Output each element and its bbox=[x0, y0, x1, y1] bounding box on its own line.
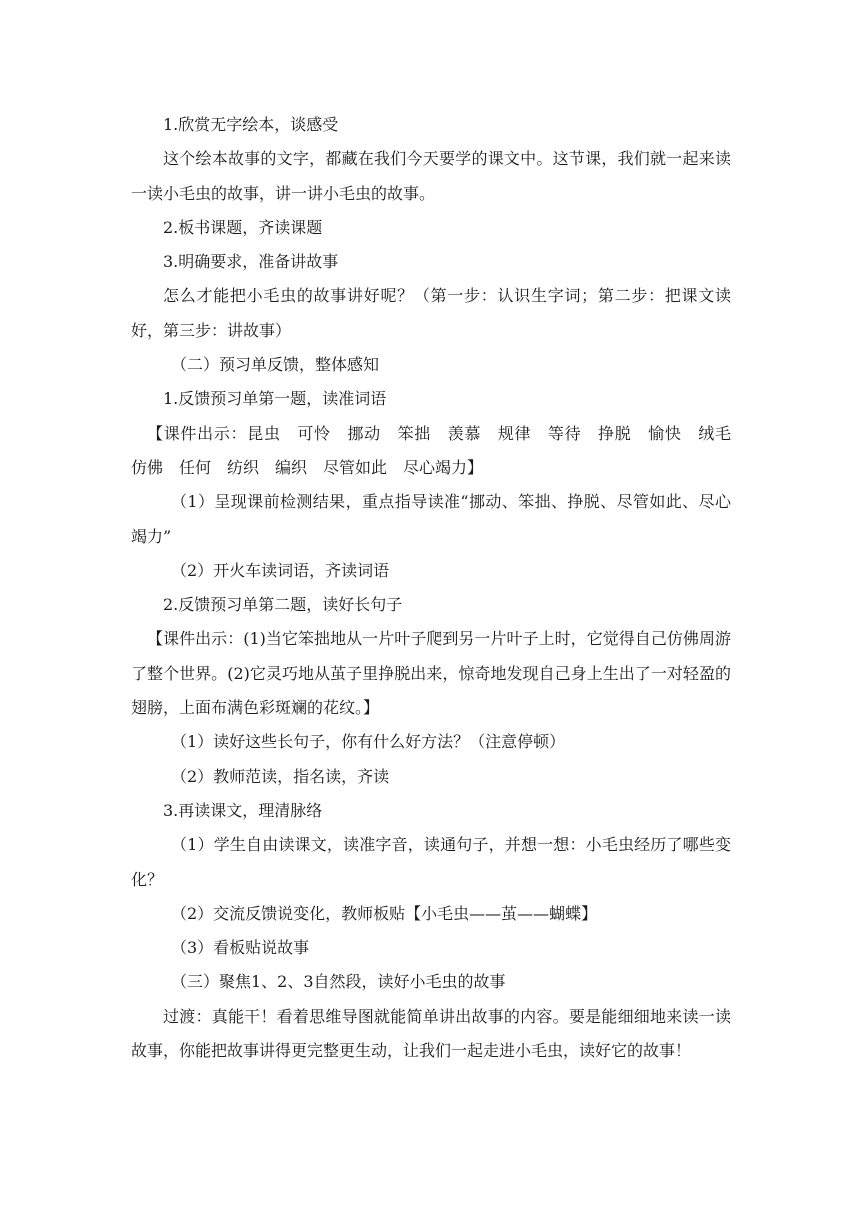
list-item-6: （2）交流反馈说变化，教师板贴【小毛虫——茧——蝴蝶】 bbox=[171, 903, 598, 923]
heading-feedback-2: 2.反馈预习单第二题，读好长句子 bbox=[163, 595, 403, 615]
heading-step-1: 1.欣赏无字绘本，谈感受 bbox=[163, 115, 339, 134]
list-item-2: （2）开火车读词语，齐读词语 bbox=[171, 560, 390, 580]
paragraph-transition: 过渡：真能干！看着思维导图就能简单讲出故事的内容。要是能细细地来读一读故事，你能把故事讲得更完整更生动，让我们一起走进小毛虫，读好它的故事！ bbox=[131, 1006, 731, 1061]
list-item-1: （1）呈现课前检测结果，重点指导读准“挪动、笨拙、挣脱、尽管如此、尽心竭力” bbox=[131, 492, 731, 546]
list-item-3: （1）读好这些长句子，你有什么好方法？（注意停顿） bbox=[171, 732, 566, 752]
paragraph-long-sentences: 【课件出示：(1)当它笨拙地从一片叶子爬到另一片叶子上时，它觉得自己仿佛周游了整个世界。(2)它灵巧地从茧子里挣脱出来，惊奇地发现自己身上生出了一对轻盈的翅膀，上面布满色彩斑斓的花纹。】 bbox=[131, 629, 731, 718]
list-item-4: （2）教师范读，指名读，齐读 bbox=[171, 766, 390, 786]
list-item-7: （3）看板贴说故事 bbox=[171, 938, 310, 958]
section-heading-2: （二）预习单反馈，整体感知 bbox=[171, 355, 380, 375]
heading-feedback-1: 1.反馈预习单第一题，读准词语 bbox=[163, 389, 387, 409]
heading-step-3: 3.明确要求，准备讲故事 bbox=[163, 252, 339, 272]
paragraph-word-list: 【课件出示：昆虫 可怜 挪动 笨拙 羡慕 规律 等待 挣脱 愉快 绒毛 仿佛 任何 纺织 编织 尽管如此 尽心竭力】 bbox=[131, 423, 748, 477]
heading-step-2: 2.板书课题，齐读课题 bbox=[163, 217, 323, 237]
paragraph-intro: 这个绘本故事的文字，都藏在我们今天要学的课文中。这节课，我们就一起来读一读小毛虫的故事，讲一讲小毛虫的故事。 bbox=[131, 149, 731, 203]
document-body bbox=[131, 108, 748, 1068]
section-heading-3: （三）聚焦1、2、3自然段，读好小毛虫的故事 bbox=[171, 972, 506, 992]
paragraph-how-to-tell: 怎么才能把小毛虫的故事讲好呢？（第一步：认识生字词；第二步：把课文读好，第三步：讲故事） bbox=[131, 286, 731, 340]
heading-reread: 3.再读课文，理清脉络 bbox=[163, 800, 323, 820]
list-item-5: （1）学生自由读课文，读准字音，读通句子，并想一想：小毛虫经历了哪些变化？ bbox=[131, 835, 731, 889]
